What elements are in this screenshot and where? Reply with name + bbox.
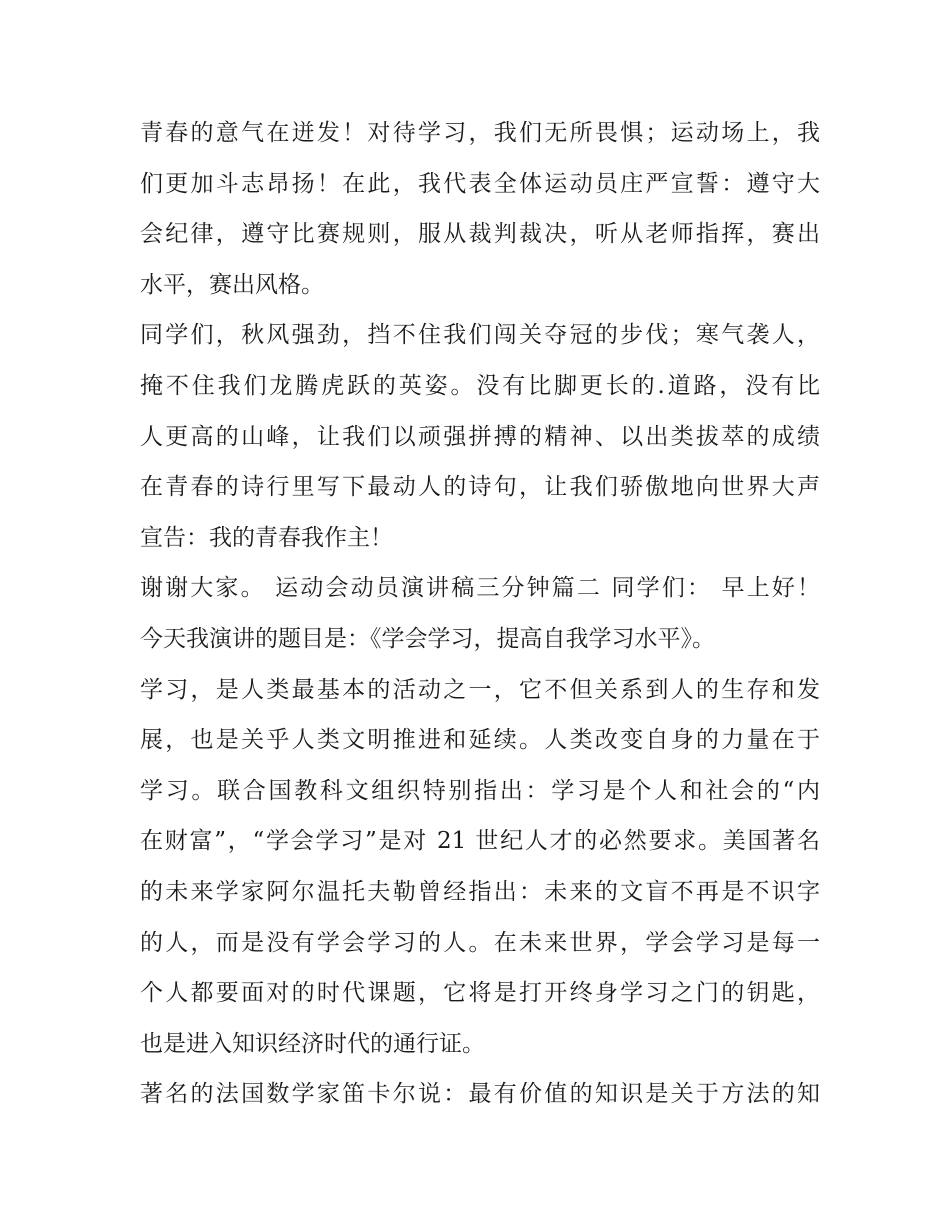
text-line: 同学们，秋风强劲，挡不住我们闯关夺冠的步伐；寒气袭人， — [140, 322, 820, 349]
text-line: 水平，赛出风格。 — [140, 271, 324, 298]
text-line: 的人，而是没有学会学习的人。在未来世界，学会学习是每一 — [140, 929, 820, 956]
text-line: 掩不住我们龙腾虎跃的英姿。没有比脚更长的.道路，没有比 — [140, 372, 820, 399]
text-line: 的未来学家阿尔温托夫勒曾经指出：未来的文盲不再是不识字 — [140, 878, 820, 905]
text-line: 谢谢大家。 运动会动员演讲稿三分钟篇二 同学们： 早上好！ — [140, 575, 820, 602]
text-line: 展，也是关乎人类文明推进和延续。人类改变自身的力量在于 — [140, 727, 820, 754]
text-line: 学习，是人类最基本的活动之一，它不但关系到人的生存和发 — [140, 676, 820, 703]
text-line: 也是进入知识经济时代的通行证。 — [140, 1030, 485, 1057]
text-line: 学习。联合国教科文组织特别指出：学习是个人和社会的“内 — [140, 777, 820, 804]
text-line: 在财富”，“学会学习”是对 21 世纪人才的必然要求。美国著名 — [140, 828, 820, 855]
text-line: 今天我演讲的题目是：《学会学习，提高自我学习水平》。 — [140, 625, 715, 652]
text-line: 著名的法国数学家笛卡尔说：最有价值的知识是关于方法的知 — [140, 1081, 820, 1108]
body-text — [140, 108, 820, 1120]
text-line: 会纪律，遵守比赛规则，服从裁判裁决，听从老师指挥，赛出 — [140, 221, 820, 248]
text-line: 们更加斗志昂扬！在此，我代表全体运动员庄严宣誓：遵守大 — [140, 170, 820, 197]
text-line: 个人都要面对的时代课题，它将是打开终身学习之门的钥匙， — [140, 980, 820, 1007]
text-line: 人更高的山峰，让我们以顽强拼搏的精神、以出类拔萃的成绩 — [140, 423, 820, 450]
text-line: 青春的意气在迸发！对待学习，我们无所畏惧；运动场上，我 — [140, 120, 820, 146]
text-line: 宣告：我的青春我作主！ — [140, 524, 393, 551]
text-line: 在青春的诗行里写下最动人的诗句，让我们骄傲地向世界大声 — [140, 474, 820, 501]
